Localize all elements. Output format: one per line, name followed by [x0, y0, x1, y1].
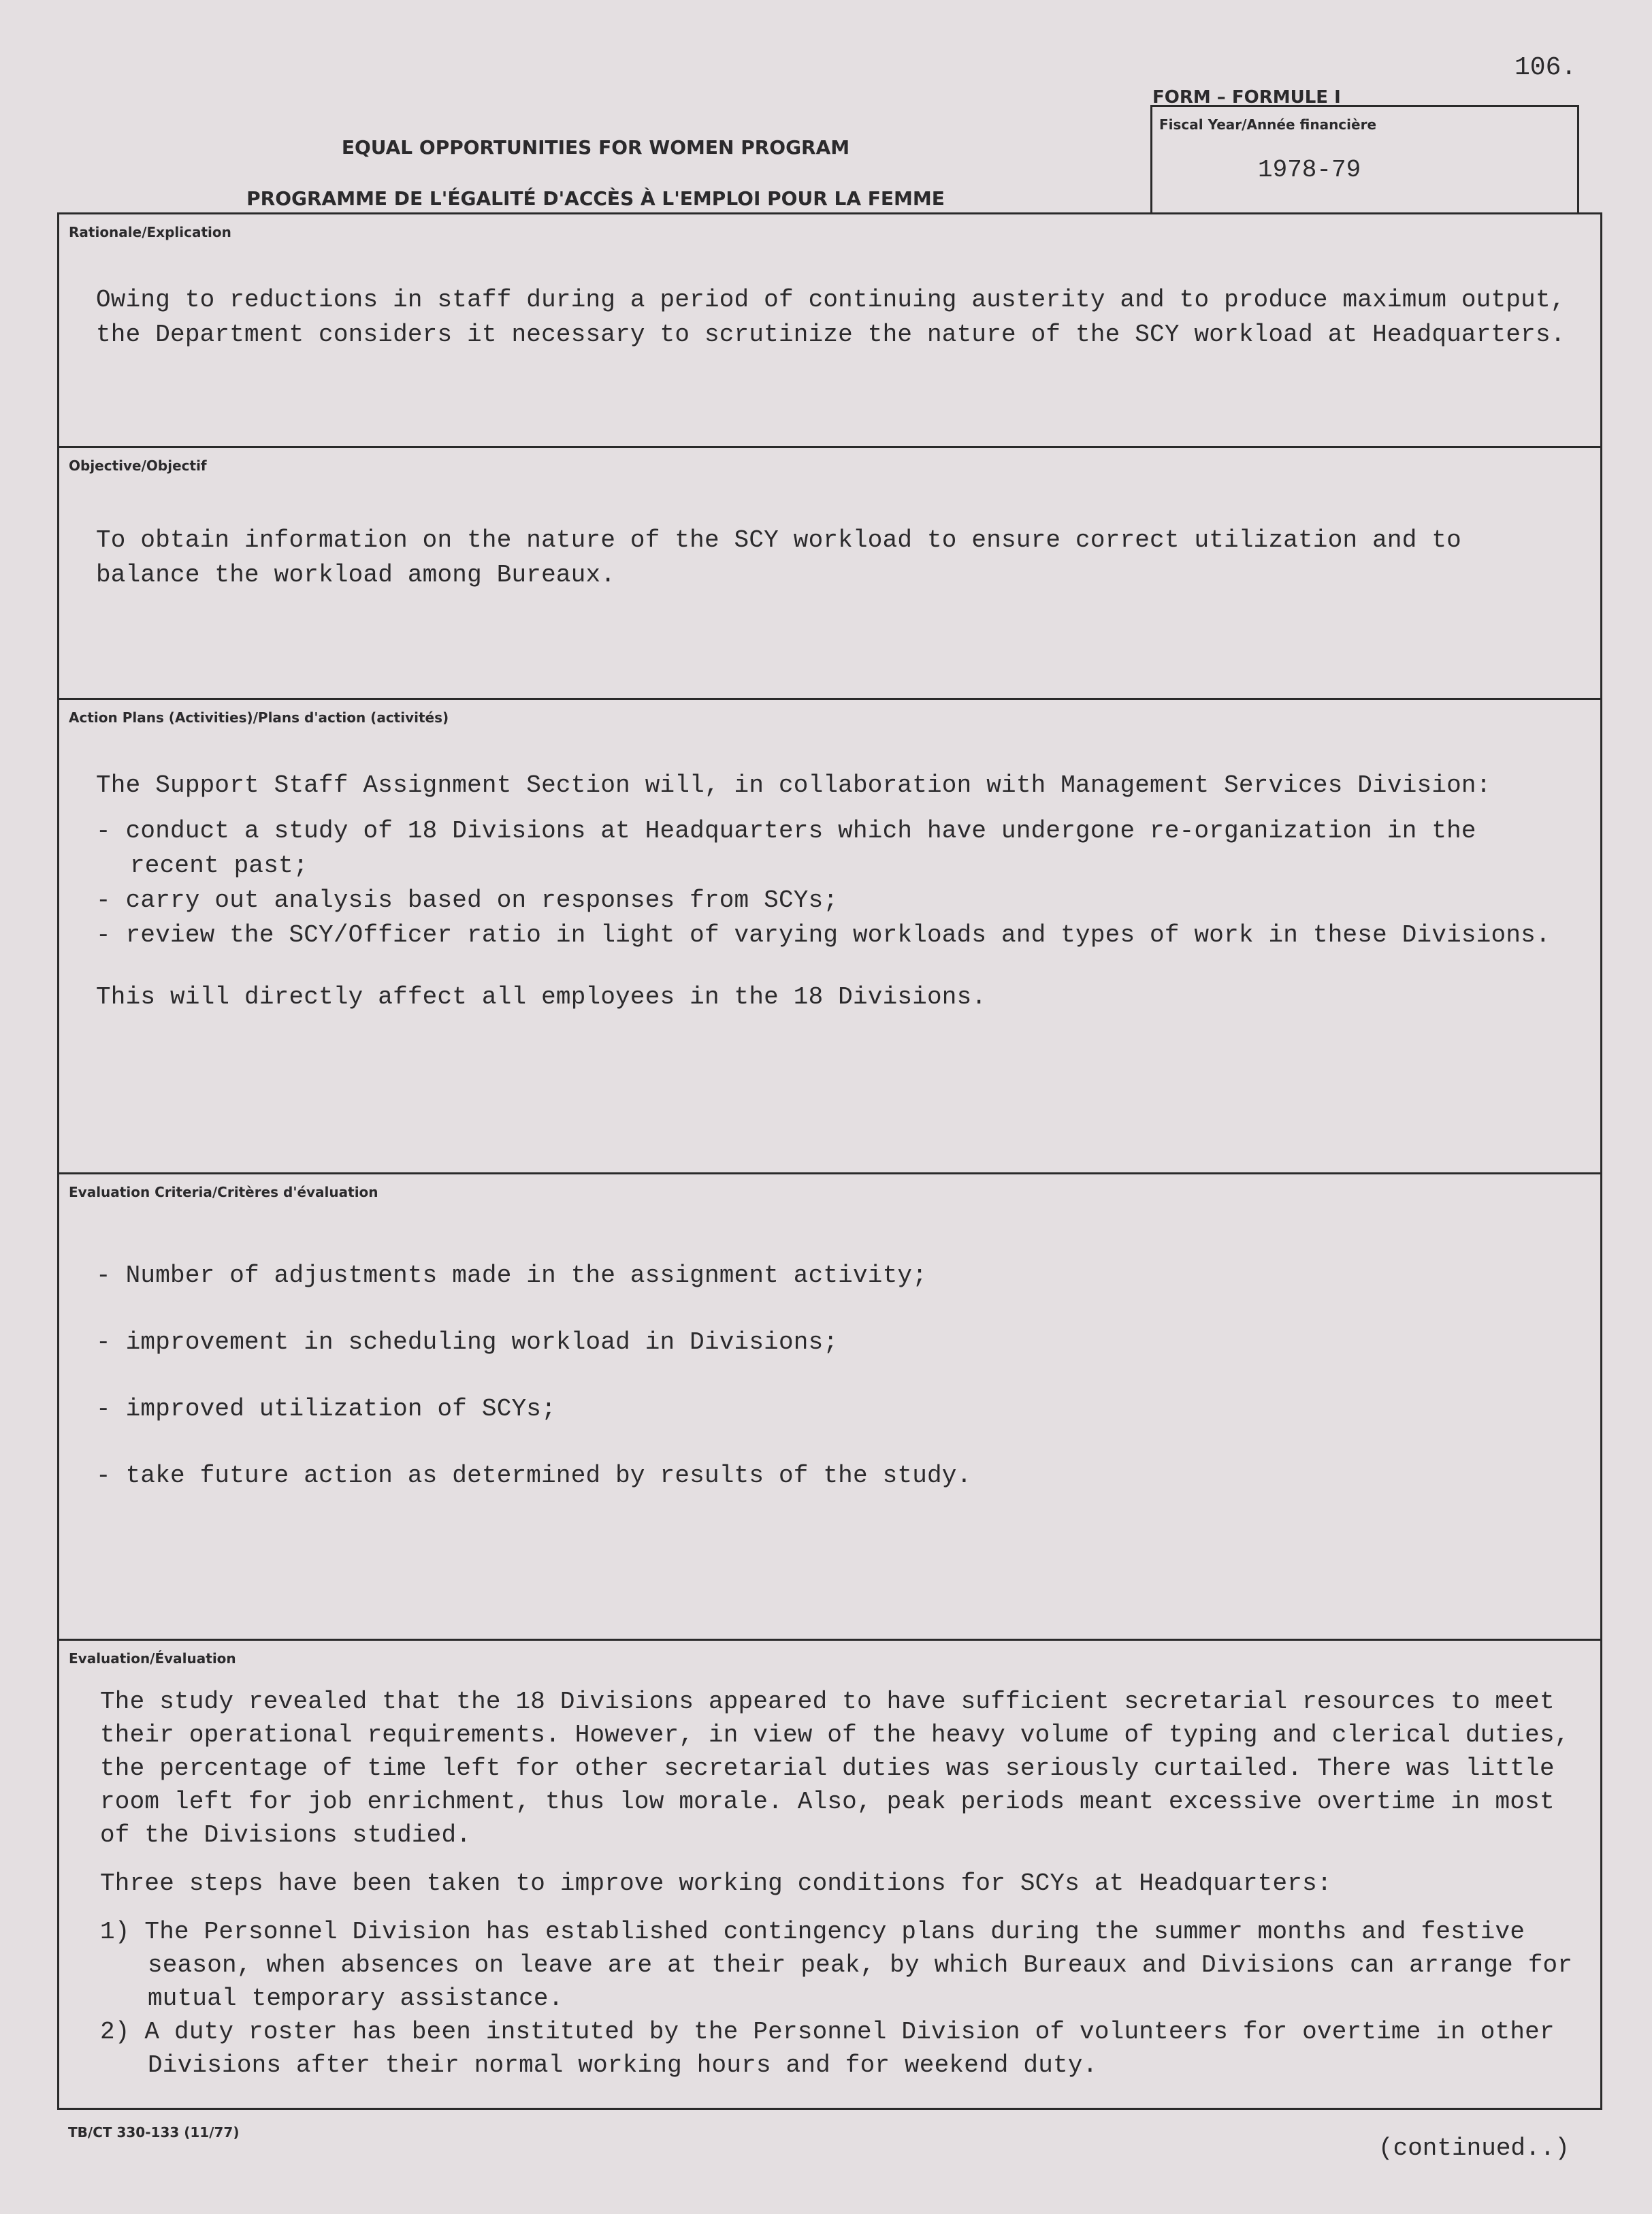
action-plans-item: - review the SCY/Officer ratio in light of varying workloads and types of work in these Divisions. — [96, 921, 1551, 949]
page-number: 106. — [1515, 53, 1577, 82]
rationale-body — [96, 283, 1573, 352]
rationale-text: Owing to reductions in staff during a period of continuing austerity and to produce maximum output, the Department considers it necessary to scrutinize the nature of the SCY workload at Headquarters. — [96, 286, 1566, 349]
evaluation-section — [59, 1641, 1600, 2108]
fiscal-year-box — [1150, 105, 1579, 214]
evaluation-body — [100, 1685, 1573, 2082]
action-plans-item: - carry out analysis based on responses from SCYs; — [96, 886, 839, 914]
criteria-item: - improvement in scheduling workload in Divisions; — [96, 1328, 839, 1356]
action-plans-label: Action Plans (Activities)/Plans d'action (activités) — [69, 709, 449, 726]
action-plans-item: - conduct a study of 18 Divisions at Headquarters which have undergone re-organization in the recent past; — [96, 817, 1476, 880]
criteria-item: - Number of adjustments made in the assignment activity; — [96, 1262, 927, 1289]
evaluation-step: 2) A duty roster has been instituted by the Personnel Division of volunteers for overtime in other Divisions after their normal working hours and for weekend duty. — [100, 2018, 1555, 2079]
criteria-item: - improved utilization of SCYs; — [96, 1395, 556, 1423]
evaluation-para1: The study revealed that the 18 Divisions appeared to have sufficient secretarial resources to meet their operational requirements. However, in view of the heavy volume of typing and clerical duties, the percentage of time left for other secretarial duties was seriously curtailed. There was little room left for job enrichment, thus low morale. Also, peak periods meant excessive overtime in most of the Divisions studied. — [100, 1688, 1570, 1849]
objective-body — [96, 523, 1573, 592]
program-title-fr: PROGRAMME DE L'ÉGALITÉ D'ACCÈS À L'EMPLOI POUR LA FEMME — [246, 187, 945, 210]
continued-note: (continued..) — [1378, 2134, 1570, 2162]
action-plans-intro: The Support Staff Assignment Section will, in collaboration with Management Services Division: — [96, 771, 1491, 799]
criteria-section — [59, 1174, 1600, 1641]
program-title-en: EQUAL OPPORTUNITIES FOR WOMEN PROGRAM — [341, 136, 850, 159]
objective-text: To obtain information on the nature of the SCY workload to ensure correct utilization and to balance the workload among Bureaux. — [96, 526, 1461, 589]
rationale-label: Rationale/Explication — [69, 224, 231, 240]
criteria-item: - take future action as determined by results of the study. — [96, 1462, 972, 1490]
fiscal-year-label: Fiscal Year/Année financière — [1159, 116, 1377, 133]
evaluation-label: Evaluation/Évaluation — [69, 1650, 236, 1667]
action-plans-section — [59, 700, 1600, 1174]
objective-label: Objective/Objectif — [69, 458, 207, 474]
criteria-body — [96, 1242, 1573, 1509]
evaluation-step: 1) The Personnel Division has established contingency plans during the summer months and festive season, when absences on leave are at their peak, by which Bureaux and Divisions can arrange for mutual temporary assistance. — [100, 1918, 1573, 2012]
action-plans-closing: This will directly affect all employees in the 18 Divisions. — [96, 983, 987, 1011]
criteria-label: Evaluation Criteria/Critères d'évaluation — [69, 1184, 378, 1200]
form-table — [57, 212, 1602, 2110]
rationale-section — [59, 214, 1600, 448]
form-label: FORM – FORMULE I — [1152, 87, 1341, 108]
form-code: TB/CT 330-133 (11/77) — [68, 2124, 240, 2140]
evaluation-para2: Three steps have been taken to improve working conditions for SCYs at Headquarters: — [100, 1870, 1332, 1897]
objective-section — [59, 448, 1600, 700]
fiscal-year-value: 1978-79 — [1258, 156, 1361, 184]
action-plans-body — [96, 768, 1573, 1014]
